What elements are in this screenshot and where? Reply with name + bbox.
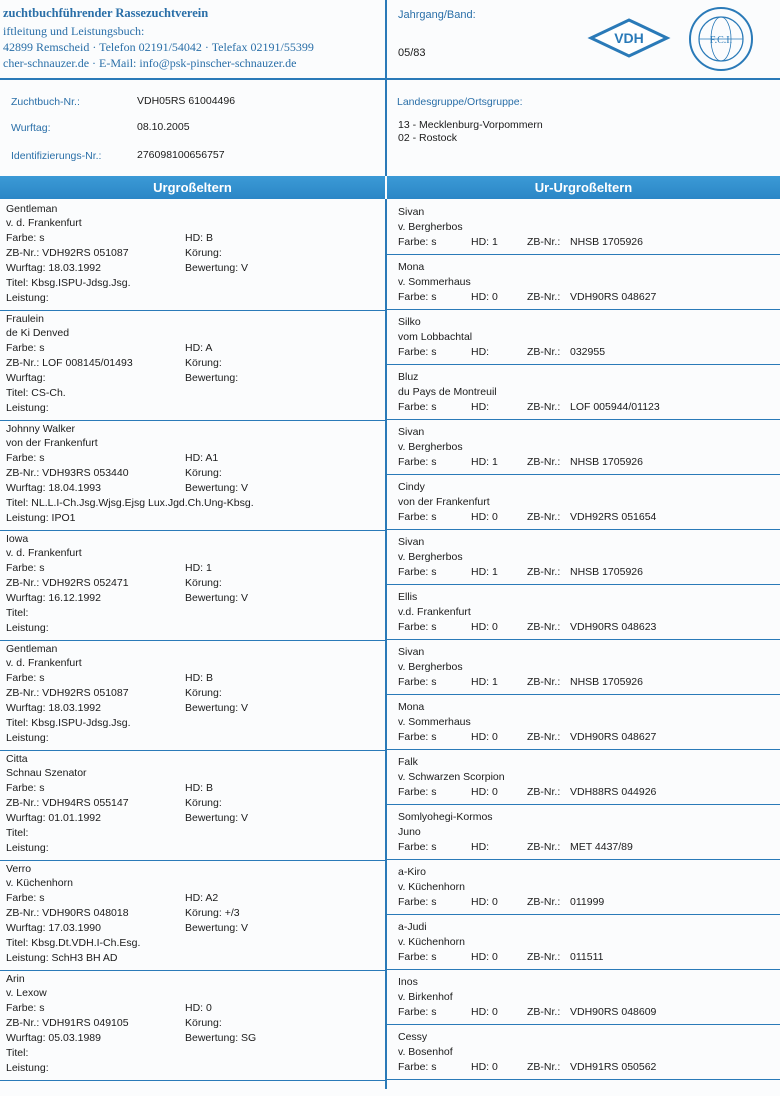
rating-field: Bewertung: SG bbox=[185, 1032, 257, 1044]
great-great-grandparent-record bbox=[387, 749, 780, 805]
hd-field: HD: 0 bbox=[471, 621, 498, 633]
studbook-number: ZB-Nr.: LOF 008145/01493 bbox=[6, 357, 133, 369]
studbook-label: ZB-Nr.: bbox=[527, 291, 561, 303]
rating-field: Bewertung: V bbox=[185, 592, 249, 604]
koerung-field: Körung: bbox=[185, 577, 222, 589]
hd-field: HD: 0 bbox=[471, 511, 498, 523]
studbook-number: ZB-Nr.: VDH90RS 048018 bbox=[6, 907, 129, 919]
color-field: Farbe: s bbox=[398, 291, 437, 303]
kennel-name: v.d. Frankenfurt bbox=[398, 606, 471, 618]
great-great-grandparent-record bbox=[387, 419, 780, 475]
great-grandparent-record bbox=[0, 309, 385, 421]
color-field: Farbe: s bbox=[398, 621, 437, 633]
studbook-number: LOF 005944/01123 bbox=[570, 401, 660, 413]
dog-name: Ellis bbox=[398, 591, 418, 603]
great-great-grandparent-record bbox=[387, 639, 780, 695]
color-field: Farbe: s bbox=[6, 452, 45, 464]
hd-field: HD: 0 bbox=[471, 951, 498, 963]
studbook-value: VDH05RS 61004496 bbox=[137, 95, 236, 107]
hd-field: HD: 1 bbox=[471, 236, 498, 248]
color-field: Farbe: s bbox=[398, 731, 437, 743]
studbook-label: ZB-Nr.: bbox=[527, 951, 561, 963]
kennel-name: Schnau Szenator bbox=[6, 767, 87, 779]
kennel-name: v. d. Frankenfurt bbox=[6, 657, 82, 669]
color-field: Farbe: s bbox=[6, 562, 45, 574]
section-title-left: Urgroßeltern bbox=[0, 176, 385, 199]
dog-name: a-Judi bbox=[398, 921, 427, 933]
dog-name: Bluz bbox=[398, 371, 419, 383]
kennel-name: v. Bergherbos bbox=[398, 551, 463, 563]
hd-field: HD: A1 bbox=[185, 452, 219, 464]
titles-field: Titel: Kbsg.ISPU-Jdsg.Jsg. bbox=[6, 277, 131, 289]
region-line-1: 13 - Mecklenburg-Vorpommern bbox=[398, 119, 543, 131]
color-field: Farbe: s bbox=[398, 511, 437, 523]
koerung-field: Körung: +/3 bbox=[185, 907, 240, 919]
kennel-name: v. Bergherbos bbox=[398, 221, 463, 233]
great-great-grandparent-record bbox=[387, 694, 780, 750]
kennel-name: von der Frankenfurt bbox=[6, 437, 98, 449]
dog-name: Sivan bbox=[398, 646, 425, 658]
dog-name: Arin bbox=[6, 973, 25, 985]
hd-field: HD: B bbox=[185, 672, 214, 684]
dog-name: Somlyohegi-Kormos bbox=[398, 811, 493, 823]
hd-field: HD: 1 bbox=[471, 566, 498, 578]
volume-value: 05/83 bbox=[398, 47, 426, 59]
great-grandparent-record bbox=[0, 639, 385, 751]
koerung-field: Körung: bbox=[185, 797, 222, 809]
hd-field: HD: 0 bbox=[471, 291, 498, 303]
color-field: Farbe: s bbox=[398, 786, 437, 798]
dog-info bbox=[0, 80, 387, 176]
birth-date: Wurftag: 18.03.1992 bbox=[6, 702, 101, 714]
great-great-grandparent-record bbox=[387, 859, 780, 915]
studbook-number: ZB-Nr.: VDH92RS 051087 bbox=[6, 687, 129, 699]
studbook-label: ZB-Nr.: bbox=[527, 1061, 561, 1073]
performance-field: Leistung: bbox=[6, 402, 49, 414]
studbook-label: ZB-Nr.: bbox=[527, 236, 561, 248]
color-field: Farbe: s bbox=[398, 566, 437, 578]
rating-field: Bewertung: V bbox=[185, 702, 249, 714]
titles-field: Titel: bbox=[6, 1047, 29, 1059]
studbook-number: VDH90RS 048609 bbox=[570, 1006, 657, 1018]
studbook-label: ZB-Nr.: bbox=[527, 896, 561, 908]
studbook-number: MET 4437/89 bbox=[570, 841, 633, 853]
kennel-name: v. Küchenhorn bbox=[398, 936, 465, 948]
studbook-label: ZB-Nr.: bbox=[527, 1006, 561, 1018]
studbook-number: VDH92RS 051654 bbox=[570, 511, 657, 523]
studbook-number: VDH88RS 044926 bbox=[570, 786, 657, 798]
id-label: Identifizierungs-Nr.: bbox=[11, 150, 102, 162]
titles-field: Titel: NL.L.I-Ch.Jsg.Wjsg.Ejsg Lux.Jgd.Ch.Ung-Kbsg. bbox=[6, 497, 254, 509]
region-info bbox=[387, 80, 780, 176]
studbook-number: NHSB 1705926 bbox=[570, 236, 643, 248]
section-title-right: Ur-Urgroßeltern bbox=[387, 176, 780, 199]
great-great-grandparent-record bbox=[387, 474, 780, 530]
studbook-number: ZB-Nr.: VDH92RS 051087 bbox=[6, 247, 129, 259]
kennel-name: v. Bosenhof bbox=[398, 1046, 453, 1058]
dog-name: Sivan bbox=[398, 206, 425, 218]
color-field: Farbe: s bbox=[398, 896, 437, 908]
studbook-number: VDH90RS 048627 bbox=[570, 731, 657, 743]
great-great-grandparent-record bbox=[387, 804, 780, 860]
kennel-name: v. Lexow bbox=[6, 987, 47, 999]
great-great-grandparent-record bbox=[387, 1024, 780, 1080]
studbook-label: ZB-Nr.: bbox=[527, 566, 561, 578]
dog-name: Inos bbox=[398, 976, 418, 988]
great-great-grandparent-record bbox=[387, 969, 780, 1025]
titles-field: Titel: bbox=[6, 607, 29, 619]
studbook-number: 032955 bbox=[570, 346, 606, 358]
hd-field: HD: A bbox=[185, 342, 213, 354]
studbook-label: ZB-Nr.: bbox=[527, 786, 561, 798]
fci-logo-text: F.C.I. bbox=[709, 35, 733, 46]
dog-name: Sivan bbox=[398, 536, 425, 548]
kennel-name: du Pays de Montreuil bbox=[398, 386, 497, 398]
birth-date: Wurftag: 16.12.1992 bbox=[6, 592, 101, 604]
color-field: Farbe: s bbox=[398, 841, 437, 853]
studbook-number: VDH90RS 048623 bbox=[570, 621, 657, 633]
kennel-name: Juno bbox=[398, 826, 421, 838]
hd-field: HD: B bbox=[185, 782, 214, 794]
rating-field: Bewertung: V bbox=[185, 482, 249, 494]
color-field: Farbe: s bbox=[6, 672, 45, 684]
studbook-number: VDH91RS 050562 bbox=[570, 1061, 657, 1073]
vdh-logo bbox=[587, 18, 671, 58]
koerung-field: Körung: bbox=[185, 357, 222, 369]
hd-field: HD: bbox=[471, 841, 490, 853]
kennel-name: de Ki Denved bbox=[6, 327, 70, 339]
studbook-label: ZB-Nr.: bbox=[527, 731, 561, 743]
color-field: Farbe: s bbox=[398, 676, 437, 688]
birth-date: Wurftag: 17.03.1990 bbox=[6, 922, 101, 934]
dog-name: Johnny Walker bbox=[6, 423, 76, 435]
hd-field: HD: A2 bbox=[185, 892, 219, 904]
kennel-name: v. Schwarzen Scorpion bbox=[398, 771, 505, 783]
titles-field: Titel: bbox=[6, 827, 29, 839]
studbook-label: ZB-Nr.: bbox=[527, 841, 561, 853]
studbook-label: ZB-Nr.: bbox=[527, 621, 561, 633]
hd-field: HD: bbox=[471, 346, 490, 358]
volume-label: Jahrgang/Band: bbox=[398, 9, 476, 21]
color-field: Farbe: s bbox=[398, 951, 437, 963]
great-great-grandparent-record bbox=[387, 914, 780, 970]
great-great-grandparent-record bbox=[387, 584, 780, 640]
studbook-number: ZB-Nr.: VDH93RS 053440 bbox=[6, 467, 129, 479]
performance-field: Leistung: bbox=[6, 1062, 49, 1074]
dog-name: Citta bbox=[6, 753, 28, 765]
studbook-label: ZB-Nr.: bbox=[527, 676, 561, 688]
great-grandparent-record bbox=[0, 969, 385, 1081]
color-field: Farbe: s bbox=[6, 232, 45, 244]
kennel-name: v. d. Frankenfurt bbox=[6, 217, 82, 229]
dog-name: Mona bbox=[398, 261, 425, 273]
great-grandparent-record bbox=[0, 859, 385, 971]
fci-logo bbox=[687, 5, 755, 73]
color-field: Farbe: s bbox=[6, 892, 45, 904]
kennel-name: v. Bergherbos bbox=[398, 441, 463, 453]
koerung-field: Körung: bbox=[185, 247, 222, 259]
hd-field: HD: 0 bbox=[471, 731, 498, 743]
litter-date-label: Wurftag: bbox=[11, 122, 51, 134]
studbook-label: ZB-Nr.: bbox=[527, 511, 561, 523]
performance-field: Leistung: bbox=[6, 292, 49, 304]
kennel-name: v. Küchenhorn bbox=[6, 877, 73, 889]
dog-name: Cessy bbox=[398, 1031, 428, 1043]
dog-name: Sivan bbox=[398, 426, 425, 438]
header-organization bbox=[0, 0, 387, 80]
great-great-grandparent-record bbox=[387, 254, 780, 310]
birth-date: Wurftag: 18.03.1992 bbox=[6, 262, 101, 274]
performance-field: Leistung: bbox=[6, 842, 49, 854]
birth-date: Wurftag: 18.04.1993 bbox=[6, 482, 101, 494]
vdh-logo-text: VDH bbox=[614, 30, 644, 46]
kennel-name: v. Sommerhaus bbox=[398, 716, 471, 728]
koerung-field: Körung: bbox=[185, 1017, 222, 1029]
birth-date: Wurftag: bbox=[6, 372, 46, 384]
dog-name: Verro bbox=[6, 863, 32, 875]
hd-field: HD: 0 bbox=[185, 1002, 212, 1014]
studbook-label: ZB-Nr.: bbox=[527, 346, 561, 358]
hd-field: HD: 0 bbox=[471, 1061, 498, 1073]
birth-date: Wurftag: 01.01.1992 bbox=[6, 812, 101, 824]
hd-field: HD: bbox=[471, 401, 490, 413]
rating-field: Bewertung: bbox=[185, 372, 239, 384]
kennel-name: vom Lobbachtal bbox=[398, 331, 473, 343]
great-great-grandparent-record bbox=[387, 364, 780, 420]
performance-field: Leistung: bbox=[6, 732, 49, 744]
color-field: Farbe: s bbox=[398, 1006, 437, 1018]
great-grandparent-record bbox=[0, 199, 385, 311]
titles-field: Titel: Kbsg.Dt.VDH.I-Ch.Esg. bbox=[6, 937, 141, 949]
studbook-number: ZB-Nr.: VDH92RS 052471 bbox=[6, 577, 129, 589]
performance-field: Leistung: SchH3 BH AD bbox=[6, 952, 118, 964]
org-line-4: cher-schnauzer.de · E-Mail: info@psk-pinscher-schnauzer.de bbox=[3, 56, 297, 70]
titles-field: Titel: Kbsg.ISPU-Jdsg.Jsg. bbox=[6, 717, 131, 729]
studbook-number: ZB-Nr.: VDH94RS 055147 bbox=[6, 797, 129, 809]
color-field: Farbe: s bbox=[398, 346, 437, 358]
dog-name: Cindy bbox=[398, 481, 425, 493]
birth-date: Wurftag: 05.03.1989 bbox=[6, 1032, 101, 1044]
performance-field: Leistung: IPO1 bbox=[6, 512, 76, 524]
studbook-label: Zuchtbuch-Nr.: bbox=[11, 96, 80, 108]
hd-field: HD: 0 bbox=[471, 786, 498, 798]
rating-field: Bewertung: V bbox=[185, 812, 249, 824]
kennel-name: v. Küchenhorn bbox=[398, 881, 465, 893]
org-line-3: 42899 Remscheid · Telefon 02191/54042 · Telefax 02191/55399 bbox=[3, 40, 314, 54]
kennel-name: v. Sommerhaus bbox=[398, 276, 471, 288]
great-grandparents-column bbox=[0, 199, 387, 1089]
studbook-number: 011511 bbox=[570, 951, 604, 963]
color-field: Farbe: s bbox=[6, 1002, 45, 1014]
hd-field: HD: 1 bbox=[471, 456, 498, 468]
color-field: Farbe: s bbox=[6, 782, 45, 794]
studbook-number: VDH90RS 048627 bbox=[570, 291, 657, 303]
studbook-number: NHSB 1705926 bbox=[570, 566, 643, 578]
studbook-number: ZB-Nr.: VDH91RS 049105 bbox=[6, 1017, 129, 1029]
rating-field: Bewertung: V bbox=[185, 262, 249, 274]
studbook-number: NHSB 1705926 bbox=[570, 456, 643, 468]
great-grandparent-record bbox=[0, 529, 385, 641]
hd-field: HD: 0 bbox=[471, 896, 498, 908]
color-field: Farbe: s bbox=[398, 236, 437, 248]
color-field: Farbe: s bbox=[398, 401, 437, 413]
koerung-field: Körung: bbox=[185, 467, 222, 479]
koerung-field: Körung: bbox=[185, 687, 222, 699]
kennel-name: v. Bergherbos bbox=[398, 661, 463, 673]
dog-name: Gentleman bbox=[6, 203, 58, 215]
region-line-2: 02 - Rostock bbox=[398, 132, 457, 144]
dog-name: a-Kiro bbox=[398, 866, 427, 878]
performance-field: Leistung: bbox=[6, 622, 49, 634]
studbook-label: ZB-Nr.: bbox=[527, 401, 561, 413]
color-field: Farbe: s bbox=[398, 456, 437, 468]
kennel-name: von der Frankenfurt bbox=[398, 496, 490, 508]
dog-name: Falk bbox=[398, 756, 418, 768]
dog-name: Fraulein bbox=[6, 313, 44, 325]
great-great-grandparent-record bbox=[387, 309, 780, 365]
studbook-number: NHSB 1705926 bbox=[570, 676, 643, 688]
hd-field: HD: 1 bbox=[471, 676, 498, 688]
org-line-1: zuchtbuchführender Rassezuchtverein bbox=[3, 6, 209, 20]
color-field: Farbe: s bbox=[6, 342, 45, 354]
studbook-number: 011999 bbox=[570, 896, 605, 908]
litter-date-value: 08.10.2005 bbox=[137, 121, 190, 133]
great-grandparent-record bbox=[0, 749, 385, 861]
color-field: Farbe: s bbox=[398, 1061, 437, 1073]
great-grandparent-record bbox=[0, 419, 385, 531]
hd-field: HD: 0 bbox=[471, 1006, 498, 1018]
great-great-grandparent-record bbox=[387, 199, 780, 255]
studbook-label: ZB-Nr.: bbox=[527, 456, 561, 468]
header-volume bbox=[387, 0, 780, 80]
great-great-grandparents-column bbox=[387, 199, 780, 1089]
kennel-name: v. d. Frankenfurt bbox=[6, 547, 82, 559]
org-line-2: iftleitung und Leistungsbuch: bbox=[3, 24, 145, 38]
kennel-name: v. Birkenhof bbox=[398, 991, 453, 1003]
dog-name: Silko bbox=[398, 316, 421, 328]
id-value: 276098100656757 bbox=[137, 149, 225, 161]
rating-field: Bewertung: V bbox=[185, 922, 249, 934]
region-label: Landesgruppe/Ortsgruppe: bbox=[397, 96, 523, 108]
dog-name: Mona bbox=[398, 701, 425, 713]
dog-name: Gentleman bbox=[6, 643, 58, 655]
hd-field: HD: B bbox=[185, 232, 214, 244]
hd-field: HD: 1 bbox=[185, 562, 212, 574]
great-great-grandparent-record bbox=[387, 529, 780, 585]
dog-name: Iowa bbox=[6, 533, 29, 545]
titles-field: Titel: CS-Ch. bbox=[6, 387, 66, 399]
